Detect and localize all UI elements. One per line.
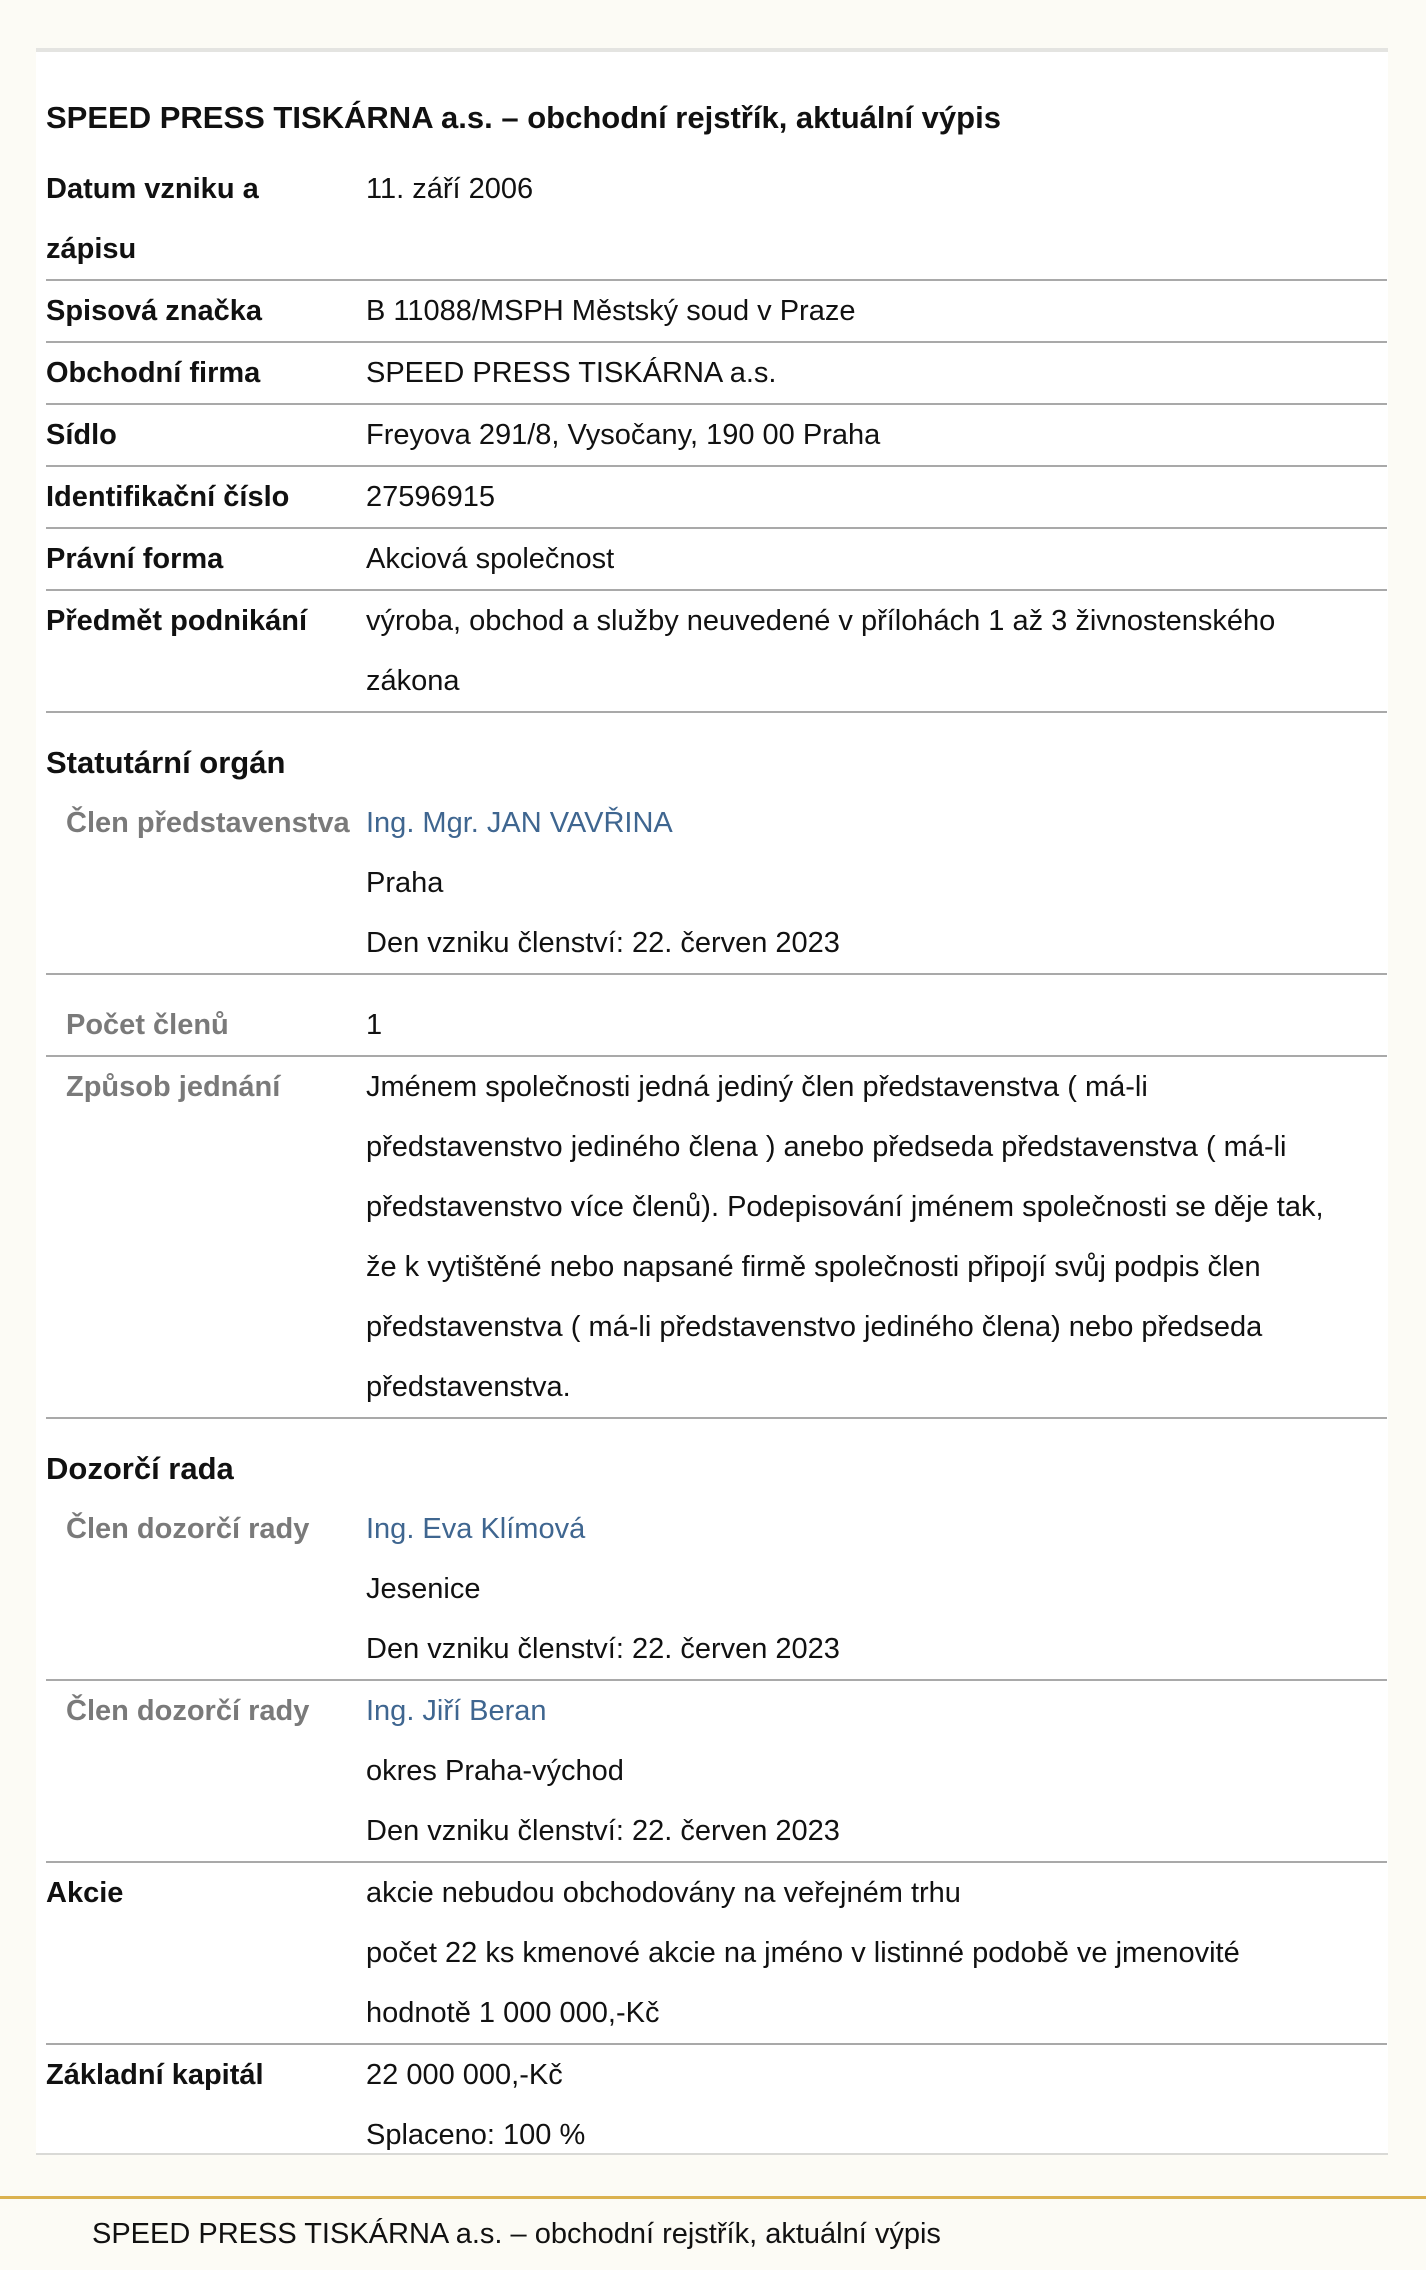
text-line: představenstva. xyxy=(366,1371,571,1403)
value-sidlo: Freyova 291/8, Vysočany, 190 00 Praha xyxy=(366,404,1387,466)
person-city: okres Praha-východ xyxy=(366,1755,624,1787)
spacer xyxy=(46,974,1387,995)
row-spisova-znacka xyxy=(46,280,1387,342)
person-link[interactable]: Ing. Eva Klímová xyxy=(366,1513,586,1545)
label-datum-vzniku xyxy=(46,159,366,280)
register-extract-card xyxy=(36,48,1388,2155)
row-predmet-podnikani xyxy=(46,590,1387,712)
row-obchodni-firma xyxy=(46,342,1387,404)
text-line: akcie nebudou obchodovány na veřejném trhu xyxy=(366,1877,961,1909)
person-link[interactable]: Ing. Jiří Beran xyxy=(366,1695,547,1727)
text-line: představenstvo více členů). Podepisování jménem společnosti se děje tak, xyxy=(366,1191,1324,1223)
capital-paid: Splaceno: 100 % xyxy=(366,2119,586,2151)
row-zpusob-jednani xyxy=(46,1056,1387,1418)
label-akcie: Akcie xyxy=(46,1862,366,2044)
value-line: zákona xyxy=(366,665,460,697)
value-pocet-clenu: 1 xyxy=(366,995,1387,1056)
row-datum-vzniku xyxy=(46,159,1387,280)
capital-value: 22 000 000,-Kč xyxy=(366,2059,563,2091)
person-since: Den vzniku členství: 22. červen 2023 xyxy=(366,1633,840,1665)
value-pravni-forma: Akciová společnost xyxy=(366,528,1387,590)
text-line: počet 22 ks kmenové akcie na jméno v listinné podobě ve jmenovité xyxy=(366,1937,1240,1969)
value-zpusob-jednani xyxy=(366,1056,1387,1418)
register-table xyxy=(46,159,1387,2165)
value-clen-dozorci-rady xyxy=(366,1680,1387,1862)
value-zakladni-kapital xyxy=(366,2044,1387,2165)
label-spisova-znacka: Spisová značka xyxy=(46,280,366,342)
text-line: hodnotě 1 000 000,-Kč xyxy=(366,1997,660,2029)
label-sidlo: Sídlo xyxy=(46,404,366,466)
value-spisova-znacka: B 11088/MSPH Městský soud v Praze xyxy=(366,280,1387,342)
footer-text: SPEED PRESS TISKÁRNA a.s. – obchodní rejstřík, aktuální výpis xyxy=(92,2218,941,2250)
footer-divider xyxy=(0,2196,1426,2199)
section-heading: Dozorčí rada xyxy=(46,1451,234,1486)
row-clen-predstavenstva xyxy=(46,793,1387,974)
label-pocet-clenu: Počet členů xyxy=(46,995,366,1056)
label-line: zápisu xyxy=(46,233,137,265)
page-title: SPEED PRESS TISKÁRNA a.s. – obchodní rejstřík, aktuální výpis xyxy=(46,100,1001,135)
value-akcie xyxy=(366,1862,1387,2044)
label-zakladni-kapital: Základní kapitál xyxy=(46,2059,264,2091)
label-clen-predstavenstva: Člen představenstva xyxy=(46,793,366,974)
row-clen-dozorci-rady xyxy=(46,1499,1387,1680)
row-pocet-clenu xyxy=(46,995,1387,1056)
person-link[interactable]: Ing. Mgr. JAN VAVŘINA xyxy=(366,807,673,839)
person-city: Praha xyxy=(366,867,444,899)
value-datum-vzniku: 11. září 2006 xyxy=(366,159,1387,280)
value-obchodni-firma: SPEED PRESS TISKÁRNA a.s. xyxy=(366,342,1387,404)
person-city: Jesenice xyxy=(366,1573,481,1605)
person-since: Den vzniku členství: 22. červen 2023 xyxy=(366,1815,840,1847)
section-statutarni-organ xyxy=(46,712,1387,793)
person-since: Den vzniku členství: 22. červen 2023 xyxy=(366,927,840,959)
row-sidlo xyxy=(46,404,1387,466)
value-ico: 27596915 xyxy=(366,466,1387,528)
label-line: Datum vzniku a xyxy=(46,173,259,205)
value-clen-predstavenstva xyxy=(366,793,1387,974)
text-line: představenstva ( má-li představenstvo jediného člena) nebo předseda xyxy=(366,1311,1263,1343)
row-zakladni-kapital xyxy=(46,2044,1387,2165)
label-clen-dozorci-rady: Člen dozorčí rady xyxy=(46,1499,366,1680)
text-line: představenstvo jediného člena ) anebo předseda představenstva ( má-li xyxy=(366,1131,1287,1163)
text-line: že k vytištěné nebo napsané firmě společnosti připojí svůj podpis člen xyxy=(366,1251,1261,1283)
value-line: výroba, obchod a služby neuvedené v přílohách 1 až 3 živnostenského xyxy=(366,605,1276,637)
label-obchodni-firma: Obchodní firma xyxy=(46,342,366,404)
value-clen-dozorci-rady xyxy=(366,1499,1387,1680)
label-pravni-forma: Právní forma xyxy=(46,528,366,590)
section-heading: Statutární orgán xyxy=(46,745,286,780)
row-pravni-forma xyxy=(46,528,1387,590)
text-line: Jménem společnosti jedná jediný člen představenstva ( má-li xyxy=(366,1071,1148,1103)
label-zpusob-jednani: Způsob jednání xyxy=(46,1056,366,1418)
label-predmet-podnikani: Předmět podnikání xyxy=(46,590,366,712)
section-dozorci-rada xyxy=(46,1418,1387,1499)
label-clen-dozorci-rady: Člen dozorčí rady xyxy=(46,1680,366,1862)
label-ico: Identifikační číslo xyxy=(46,466,366,528)
row-clen-dozorci-rady xyxy=(46,1680,1387,1862)
row-ico xyxy=(46,466,1387,528)
value-predmet-podnikani xyxy=(366,590,1387,712)
row-akcie xyxy=(46,1862,1387,2044)
